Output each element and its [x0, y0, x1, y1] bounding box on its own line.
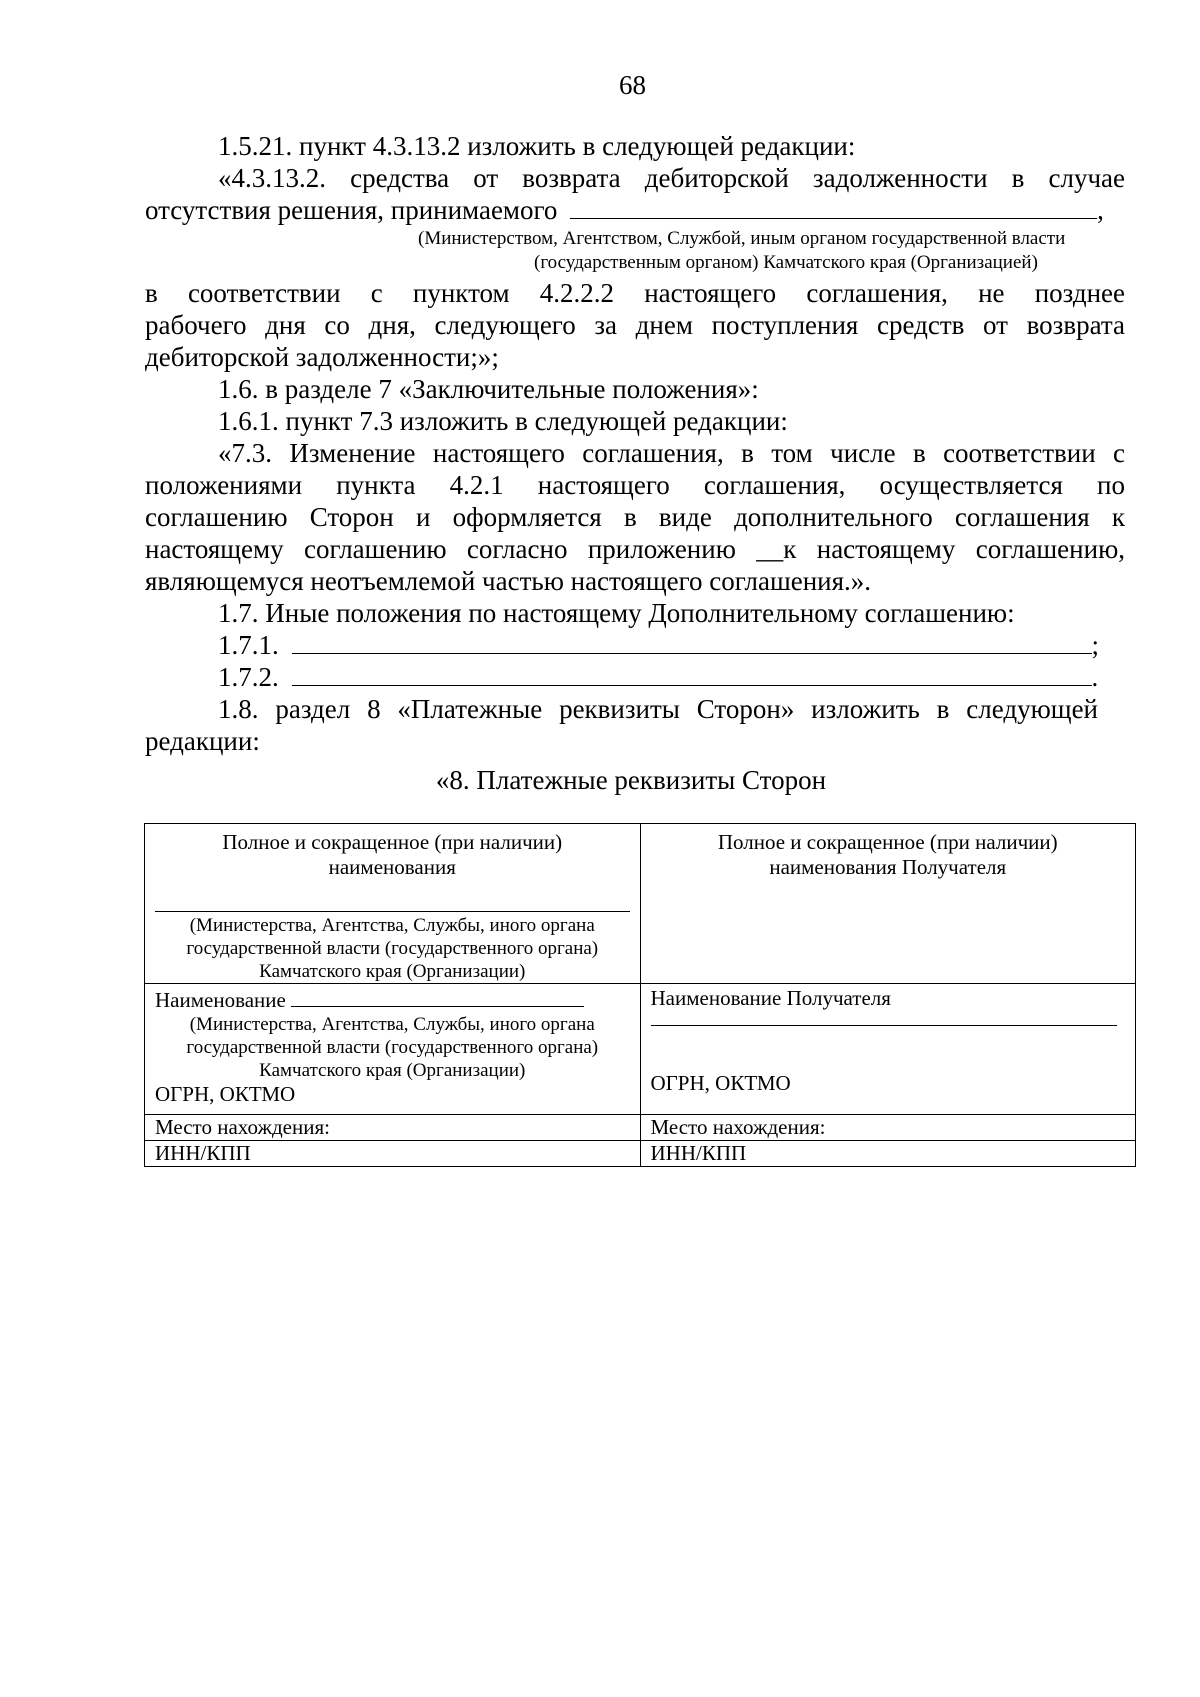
paragraph-line: редакции: — [145, 726, 260, 756]
paragraph-line: 1.8. раздел 8 «Платежные реквизиты Сторон» изложить в следующей — [218, 694, 1098, 724]
paragraph-line: являющемуся неотъемлемой частью настоящего соглашения.». — [145, 566, 872, 596]
field-label: Наименование Получателя — [650, 986, 891, 1010]
field-note: государственной власти (государственного органа) — [186, 1037, 599, 1058]
field-note: (государственным органом) Камчатского края (Организацией) — [534, 252, 1038, 273]
cell-heading: Полное и сокращенное (при наличии) — [222, 830, 563, 854]
punctuation: . — [1091, 662, 1099, 692]
table-cell — [145, 984, 641, 1115]
payment-details-table — [144, 823, 1136, 1167]
paragraph-line: 1.5.21. пункт 4.3.13.2 изложить в следующей редакции: — [218, 131, 856, 161]
paragraph-line: в соответствии с пунктом 4.2.2.2 настоящего соглашения, не позднее — [145, 278, 1125, 308]
paragraph-text: отсутствия решения, принимаемого — [145, 195, 558, 225]
field-note: (Министерства, Агентства, Службы, иного органа — [189, 915, 595, 936]
section-title: «8. Платежные реквизиты Сторон — [435, 765, 827, 795]
field-note: Камчатского края (Организации) — [259, 961, 526, 982]
paragraph-line — [218, 629, 1125, 661]
table-row — [145, 824, 1136, 984]
page-number: 68 — [619, 70, 646, 100]
item-number: 1.7.1. — [218, 630, 279, 660]
blank-field — [292, 663, 1092, 686]
field-note: государственной власти (государственного органа) — [186, 938, 599, 959]
cell-heading: наименования — [328, 855, 456, 879]
paragraph-line: 1.6.1. пункт 7.3 изложить в следующей редакции: — [218, 406, 788, 436]
ogrn-label: ОГРН, ОКТМО — [155, 1082, 296, 1106]
punctuation: ; — [1091, 630, 1100, 660]
blank-field — [570, 196, 1097, 219]
table-row — [145, 1115, 1136, 1141]
paragraph-line: рабочего дня со дня, следующего за днем поступления средств от возврата — [145, 310, 1125, 340]
cell-heading: Полное и сокращенное (при наличии) — [717, 830, 1058, 854]
paragraph-line: «7.3. Изменение настоящего соглашения, в том числе в соответствии с — [218, 438, 1125, 468]
paragraph-line: соглашению Сторон и оформляется в виде дополнительного соглашения к — [145, 502, 1125, 532]
paragraph-line: дебиторской задолженности;»; — [145, 342, 499, 372]
paragraph-line: 1.6. в разделе 7 «Заключительные положения»: — [218, 374, 759, 404]
table-row — [145, 984, 1136, 1115]
table-cell: ИНН/КПП — [640, 1141, 1136, 1167]
table-cell — [145, 824, 641, 984]
blank-line — [155, 911, 630, 912]
paragraph-line — [145, 194, 1125, 226]
paragraph-line — [218, 661, 1125, 693]
punctuation: , — [1097, 195, 1104, 225]
table-cell: ИНН/КПП — [145, 1141, 641, 1167]
table-row — [145, 1141, 1136, 1167]
blank-field — [292, 631, 1092, 654]
field-note: (Министерством, Агентством, Службой, иным органом государственной власти — [418, 228, 1066, 249]
paragraph-line: положениями пункта 4.2.1 настоящего соглашения, осуществляется по — [145, 470, 1125, 500]
table-cell: Место нахождения: — [145, 1115, 641, 1141]
paragraph-line: 1.7. Иные положения по настоящему Дополнительному соглашению: — [218, 598, 1015, 628]
blank-field — [291, 986, 584, 1007]
field-label: Наименование — [155, 988, 286, 1012]
table-cell: Место нахождения: — [640, 1115, 1136, 1141]
item-number: 1.7.2. — [218, 662, 279, 692]
table-cell — [640, 984, 1136, 1115]
paragraph-line: настоящему соглашению согласно приложению __к настоящему соглашению, — [145, 534, 1125, 564]
paragraph-line: «4.3.13.2. средства от возврата дебиторской задолженности в случае — [218, 163, 1125, 193]
ogrn-label: ОГРН, ОКТМО — [650, 1071, 791, 1095]
table-cell — [640, 824, 1136, 984]
cell-heading: наименования Получателя — [769, 855, 1007, 879]
field-note: Камчатского края (Организации) — [259, 1060, 526, 1081]
field-note: (Министерства, Агентства, Службы, иного органа — [189, 1014, 595, 1035]
name-field — [155, 986, 630, 1013]
